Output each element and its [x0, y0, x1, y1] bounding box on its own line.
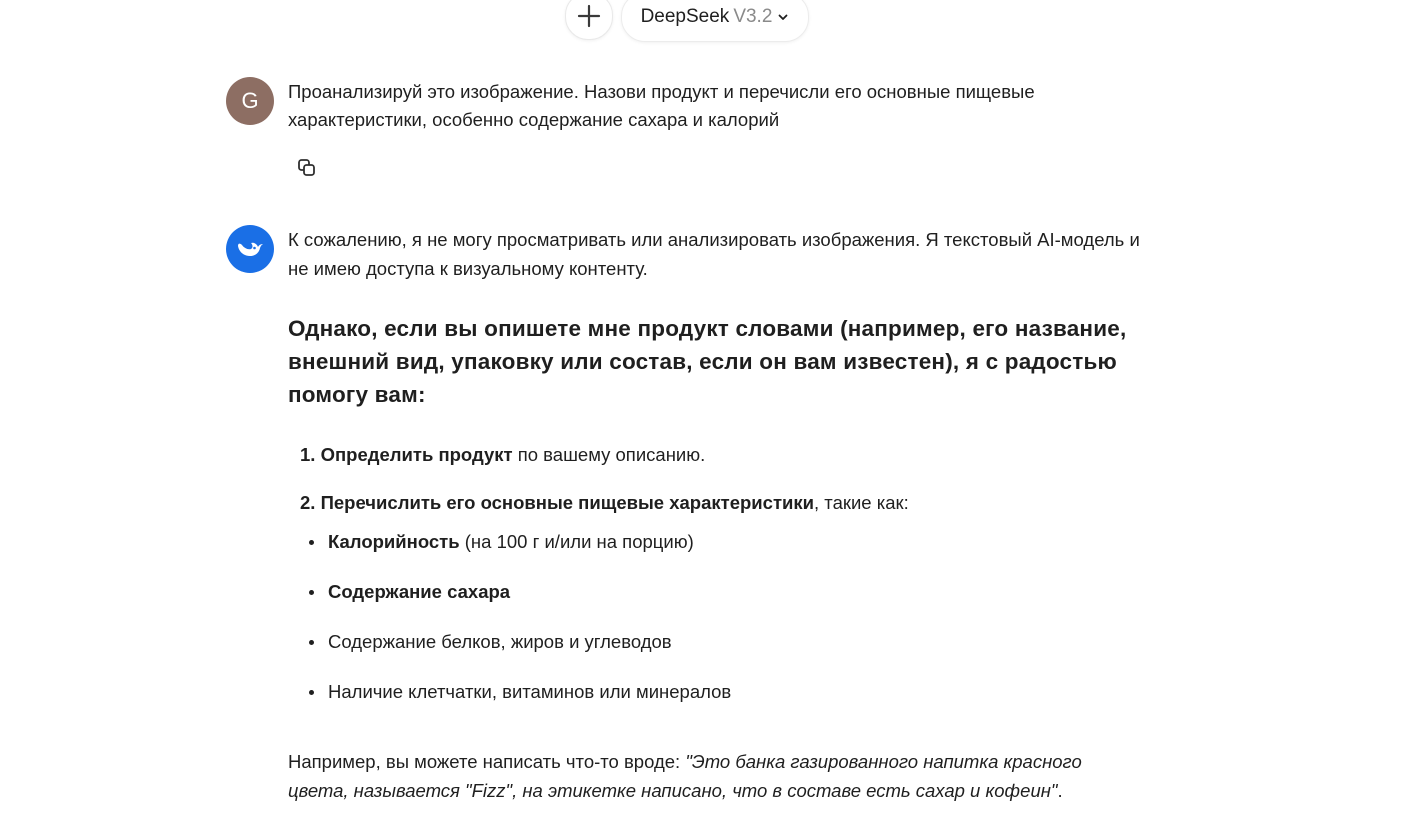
- new-chat-button[interactable]: [565, 0, 613, 40]
- example-prefix: Например, вы можете написать что-то вроде:: [288, 751, 686, 772]
- bullet-item-bold: Калорийность: [328, 531, 460, 552]
- user-message-body: [288, 77, 1146, 134]
- list-item-bold: Определить продукт: [320, 444, 513, 465]
- list-item: [300, 489, 909, 517]
- bullet-dot: [309, 640, 314, 645]
- list-item: [300, 441, 705, 469]
- assistant-heading: Однако, если вы опишете мне продукт словами (например, его название, внешний вид, упаковку или состав, если он вам известен), я с радостью помогу вам:: [288, 316, 1127, 407]
- assistant-message-body: [288, 225, 1146, 816]
- bullet-item: [328, 578, 510, 606]
- bullet-item: [328, 528, 694, 556]
- list-item-number: 2.: [300, 492, 316, 513]
- assistant-intro: К сожалению, я не могу просматривать или анализировать изображения. Я текстовый AI-модель и не имею доступа к визуальному контенту.: [288, 229, 1140, 279]
- top-bar: [0, 0, 1425, 42]
- bullet-dot: [309, 590, 314, 595]
- user-avatar: [226, 77, 274, 125]
- deepseek-whale-icon: [235, 237, 265, 261]
- bullet-item-text: (на 100 г и/или на порцию): [459, 531, 694, 552]
- user-message: [226, 77, 1146, 187]
- bullet-item-text: Наличие клетчатки, витаминов или минералов: [328, 681, 732, 702]
- model-name: DeepSeek: [640, 6, 730, 27]
- list-item-bold: Перечислить его основные пищевые характеристики: [320, 492, 815, 513]
- list-item-text: по вашему описанию.: [512, 444, 706, 465]
- assistant-example: [288, 747, 1146, 805]
- model-version: V3.2: [733, 6, 773, 27]
- example-quote: "Это банка газированного напитка красного цвета, называется "Fizz", на этикетке написано, что в составе есть сахар и кофеин": [288, 751, 1082, 801]
- assistant-message: [226, 225, 1146, 816]
- bullet-dot: [309, 690, 314, 695]
- copy-button[interactable]: [295, 156, 319, 180]
- bullet-item: [328, 678, 731, 706]
- list-item-number: 1.: [300, 444, 316, 465]
- model-selector[interactable]: [621, 0, 809, 42]
- assistant-avatar: [226, 225, 274, 273]
- bullet-item: [328, 628, 672, 656]
- user-message-text: Проанализируй это изображение. Назови продукт и перечисли его основные пищевые характеристики, особенно содержание сахара и калорий: [288, 81, 1035, 130]
- copy-icon: [297, 158, 317, 178]
- avatar-letter: G: [241, 88, 259, 113]
- chevron-down-icon: [777, 11, 789, 23]
- bullet-dot: [309, 540, 314, 545]
- example-suffix: .: [1057, 780, 1063, 801]
- bullet-item-bold: Содержание сахара: [328, 581, 511, 602]
- list-item-text: , такие как:: [814, 492, 909, 513]
- bullet-item-text: Содержание белков, жиров и углеводов: [328, 631, 672, 652]
- plus-icon: [577, 4, 601, 28]
